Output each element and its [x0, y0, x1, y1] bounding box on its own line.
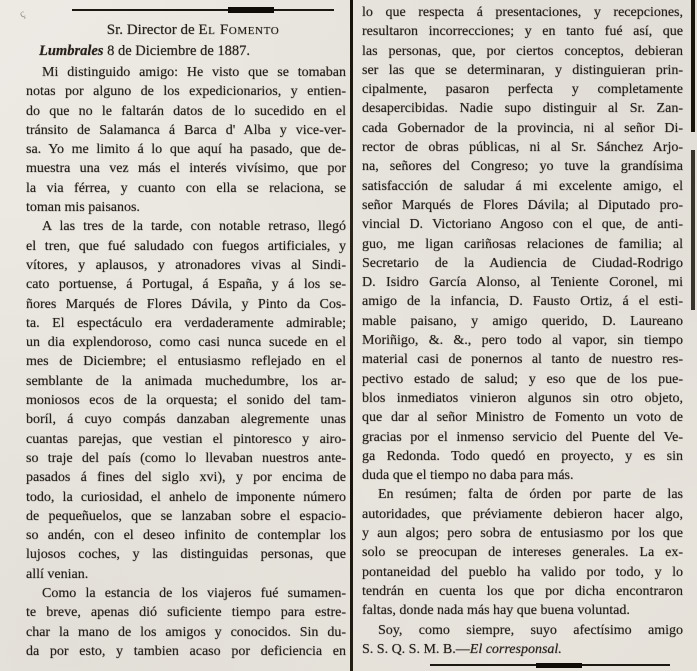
text-line: D. Isidro García Alonso, al Teniente Coronel, mi	[362, 275, 683, 291]
dateline-place: Lumbrales	[39, 43, 104, 59]
text-line: ser las que se determinaran, y distinguieran prin-	[362, 62, 683, 78]
text-line: te breve, apenas dió suficiente tiempo para estre-	[26, 605, 346, 621]
text-line: de pequeñuelos, que se lanzaban sobre el espacio-	[26, 508, 346, 524]
text-line: gracias por el inmenso servicio del Puente del Ve-	[362, 429, 683, 445]
text-line: satisfacción de saludar á mi excelente amigo, el	[362, 178, 683, 194]
text-line: Soy, como siempre, suyo afectísimo amigo	[378, 622, 683, 638]
paragraph	[26, 63, 346, 217]
section-divider-rule	[430, 664, 670, 671]
text-line: que dar al señor Ministro de Fomento un voto de	[362, 410, 683, 426]
salutation-line	[26, 20, 346, 41]
text-line: mable paisano, y amigo querido, D. Laureano	[362, 313, 683, 329]
text-line: Mi distinguido amigo: He visto que se tomaban	[42, 65, 346, 80]
column-divider-rule	[350, 0, 353, 671]
text-line: guo, me ligan cariñosas relaciones de familia; al	[362, 236, 683, 252]
text-line: so andén, con el deseo infinito de contemplar los	[26, 528, 346, 544]
section-divider-rule	[72, 9, 334, 17]
text-line: tránsito de Salamanca á Barca d' Alba y vice-ver-	[26, 122, 346, 138]
text-line: lujosos coches, y las distinguidas personas, que	[26, 547, 346, 563]
text-line: Secretario de la Audiencia de Ciudad-Rodrigo	[362, 255, 683, 271]
text-line: señor Marqués de Flores Dávila; al Diputado pro-	[362, 197, 683, 213]
text-line: A las tres de la tarde, con notable retraso, llegó	[42, 219, 346, 235]
text-line: ta. El espectáculo era verdaderamente admirable;	[26, 315, 346, 331]
publication-name: El Fomento	[198, 22, 280, 38]
text-line: do que no le faltarán datos de lo sucedido en el	[26, 103, 346, 119]
text-line: toman mis paisanos.	[26, 200, 140, 216]
paragraph	[362, 485, 683, 620]
text-line: cuantas parejas, que vestian el pintoresco y airo-	[26, 431, 346, 447]
text-line: mes de Diciembre; el entusiasmo reflejado en el	[26, 354, 346, 370]
text-line: cada Gobernador de la provincia, ni al señor Di-	[362, 120, 683, 136]
text-line: pectivo estado de salud; y eso que de los pue-	[362, 371, 683, 387]
text-line: Como la estancia de los viajeros fué sumamen-	[42, 586, 346, 602]
ink-smudge: ç	[17, 7, 28, 21]
text-line: En resúmen; falta de órden por parte de las	[378, 487, 683, 503]
paragraph	[26, 584, 346, 661]
text-line: las personas, que, por ciertos conceptos, debieran	[362, 43, 683, 59]
text-line: autoridades, que préviamente debieron hacer algo,	[362, 506, 683, 522]
text-line: tendrán en cuenta los que por dicha encontraron	[362, 583, 683, 599]
right-column-body	[362, 3, 683, 640]
text-line: rector de obras públicas, ni al Sr. Sánchez Arjo-	[362, 140, 683, 156]
right-column	[362, 0, 683, 671]
text-line: pontaneidad del pueblo ha valido por todo, y lo	[362, 564, 683, 580]
text-line: semblante de la animada muchedumbre, los ar-	[26, 373, 346, 389]
text-line: duda que el tiempo no daba para más.	[362, 468, 574, 484]
text-line: char la mano de los amigos y conocidos. Sin du-	[26, 624, 346, 640]
text-line: ñores Marqués de Flores Dávila, y Pinto da Cos-	[26, 296, 346, 312]
text-line: vítores, y aplausos, y atronadores vivas al Sindi-	[26, 257, 346, 273]
text-line: resultaron incorrecciones; y en tanto fué así, que	[362, 24, 683, 40]
text-line: y aun algos; pero sobra de entusiasmo por los que	[362, 526, 683, 542]
signature-name: El corresponsal.	[469, 641, 562, 657]
page-edge-rule	[691, 0, 695, 132]
text-line: cato portuense, á Portugal, á España, y á los se-	[26, 277, 346, 293]
salutation-prefix: Sr. Director de	[106, 22, 199, 38]
text-line: solo se preocupan de intereses generales. La ex-	[362, 545, 683, 561]
text-line: moniosos ecos de la orquesta; el sonido del tam-	[26, 393, 346, 409]
text-line: vincial D. Victoriano Angoso con el que, de anti-	[362, 217, 683, 233]
text-line: sa. Yo me limito á lo que aquí ha pasado, que de-	[26, 142, 346, 158]
dateline	[26, 41, 346, 62]
text-line: so traje del país (como lo llevaban nuestros ante-	[26, 450, 346, 466]
text-line: desapercibidas. Nadie supo distinguir al Sr. Zan-	[362, 101, 683, 117]
text-line: da por esto, y tambien acaso por deficiencia en	[26, 643, 346, 659]
text-line: boríl, á cuyo compás danzaban alegremente unas	[26, 412, 346, 428]
text-line: Moriñigo, &. &., pero todo al vapor, sin tiempo	[362, 333, 683, 349]
text-line: faltas, donde nada más hay que buena voluntad.	[362, 603, 630, 619]
text-line: notas por alguno de los expedicionarios, y entien-	[26, 84, 346, 100]
paragraph	[362, 621, 683, 640]
rule-center-ornament	[536, 663, 582, 668]
signature-line	[362, 640, 683, 659]
rule-center-ornament	[228, 7, 274, 13]
text-line: allí venian.	[26, 566, 89, 582]
page-edge-rule	[691, 150, 695, 310]
text-line: ga Redonda. Todo quedó en proyecto, y es sin	[362, 448, 683, 464]
left-column-body	[26, 63, 346, 661]
text-line: pasados á fines del siglo xvi), y por encima de	[26, 470, 346, 486]
text-line: un dia explendoroso, como casi nunca sucede en el	[26, 335, 346, 351]
text-line: todo, la curiosidad, el anhelo de imponente número	[26, 489, 346, 505]
text-line: la via férrea, y cuanto con ella se relaciona, se	[26, 180, 346, 196]
left-column	[26, 0, 346, 661]
text-line: material casi de ponernos al tanto de nuestro res-	[362, 352, 683, 368]
dateline-date: 8 de Diciembre de 1887.	[103, 43, 251, 59]
text-line: amigo de la infancia, D. Fausto Ortiz, á el esti-	[362, 294, 683, 310]
text-line: el tren, que fué saludado con fuegos artificiales, y	[26, 238, 346, 254]
text-line: muestra una vez más el interés vivísimo, que por	[26, 161, 346, 177]
text-line: blos inmediatos vinieron algunos sin otro objeto,	[362, 390, 683, 406]
paragraph	[26, 217, 346, 584]
text-line: cipalmente, pasaron perfecta y completamente	[362, 82, 683, 98]
text-line: na, señores del Congreso; yo tuve la grandísima	[362, 159, 683, 175]
text-line: lo que respecta á presentaciones, y recepciones,	[362, 5, 683, 20]
paragraph	[362, 3, 683, 485]
signature-initials: S. S. Q. S. M. B.—	[362, 641, 470, 657]
